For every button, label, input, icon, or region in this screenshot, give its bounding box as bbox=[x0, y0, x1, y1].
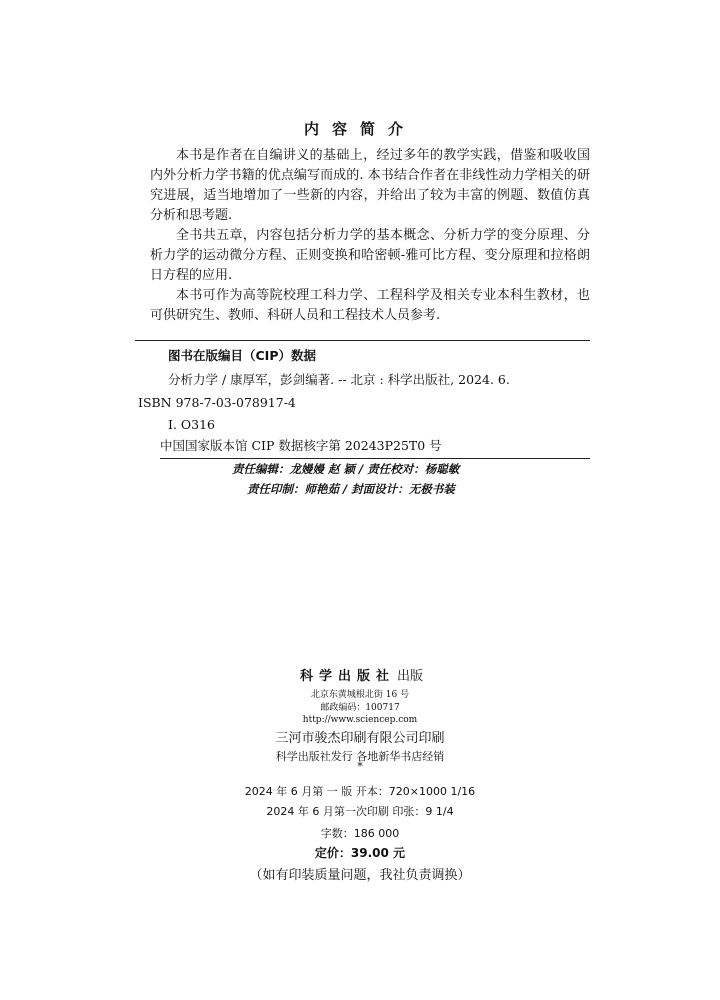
separator-star: * bbox=[357, 760, 363, 773]
publisher-suffix: 出版 bbox=[397, 669, 424, 684]
production-credits: 责任印制：师艳茹 / 封面设计：无极书装 bbox=[247, 482, 455, 496]
quality-note: （如有印装质量问题，我社负责调换） bbox=[249, 868, 471, 883]
printing-info: 2024 年 6 月第一次印刷 印张：9 1/4 bbox=[266, 805, 454, 818]
publisher-postcode: 邮政编码：100717 bbox=[320, 703, 400, 713]
printer: 三河市骏杰印刷有限公司印刷 bbox=[275, 731, 445, 746]
cip-top-rule bbox=[135, 340, 590, 341]
publisher-address: 北京东黄城根北街 16 号 bbox=[310, 690, 410, 700]
cip-book-entry: 分析力学 / 康厚军，彭剑编著. -- 北京 : 科学出版社, 2024. 6. bbox=[168, 372, 510, 387]
cip-bottom-rule bbox=[160, 458, 590, 459]
edition-info: 2024 年 6 月第 一 版 开本：720×1000 1/16 bbox=[244, 785, 476, 798]
intro-paragraph: 本书是作者在自编讲义的基础上，经过多年的教学实践，借鉴和吸收国内外分析力学书籍的优点编写而成的. 本书结合作者在非线性动力学相关的研究进展，适当地增加了一些新的内容，并给出了较为丰富的例题、数值仿真分析和思考题. bbox=[150, 148, 590, 223]
intro-paragraph: 本书可作为高等院校理工科力学、工程科学及相关专业本科生教材，也可供研究生、教师、科研人员和工程技术人员参考. bbox=[150, 288, 590, 323]
cip-classification: Ⅰ. O316 bbox=[168, 417, 215, 432]
word-count: 字数：186 000 bbox=[320, 827, 400, 840]
distribution: 科学出版社发行 各地新华书店经销 bbox=[275, 750, 445, 763]
publisher-logo-text: 科学出版社 bbox=[300, 669, 396, 684]
cip-title: 图书在版编目（CIP）数据 bbox=[168, 348, 316, 363]
intro-body bbox=[150, 146, 590, 326]
publisher-url: http://www.sciencep.com bbox=[302, 715, 418, 725]
cip-isbn: ISBN 978-7-03-078917-4 bbox=[138, 395, 296, 410]
cip-number: 中国国家版本馆 CIP 数据核字第 20243P25T0 号 bbox=[160, 438, 442, 453]
intro-paragraph: 全书共五章，内容包括分析力学的基本概念、分析力学的变分原理、分析力学的运动微分方程、正则变换和哈密顿-雅可比方程、变分原理和拉格朗日方程的应用. bbox=[150, 228, 590, 283]
publisher-name bbox=[300, 665, 423, 684]
intro-title: 内容简介 bbox=[303, 120, 416, 138]
price: 定价：39.00 元 bbox=[314, 846, 406, 860]
editor-credits: 责任编辑：龙嫚嫚 赵 颖 / 责任校对：杨聪敏 bbox=[232, 462, 460, 476]
